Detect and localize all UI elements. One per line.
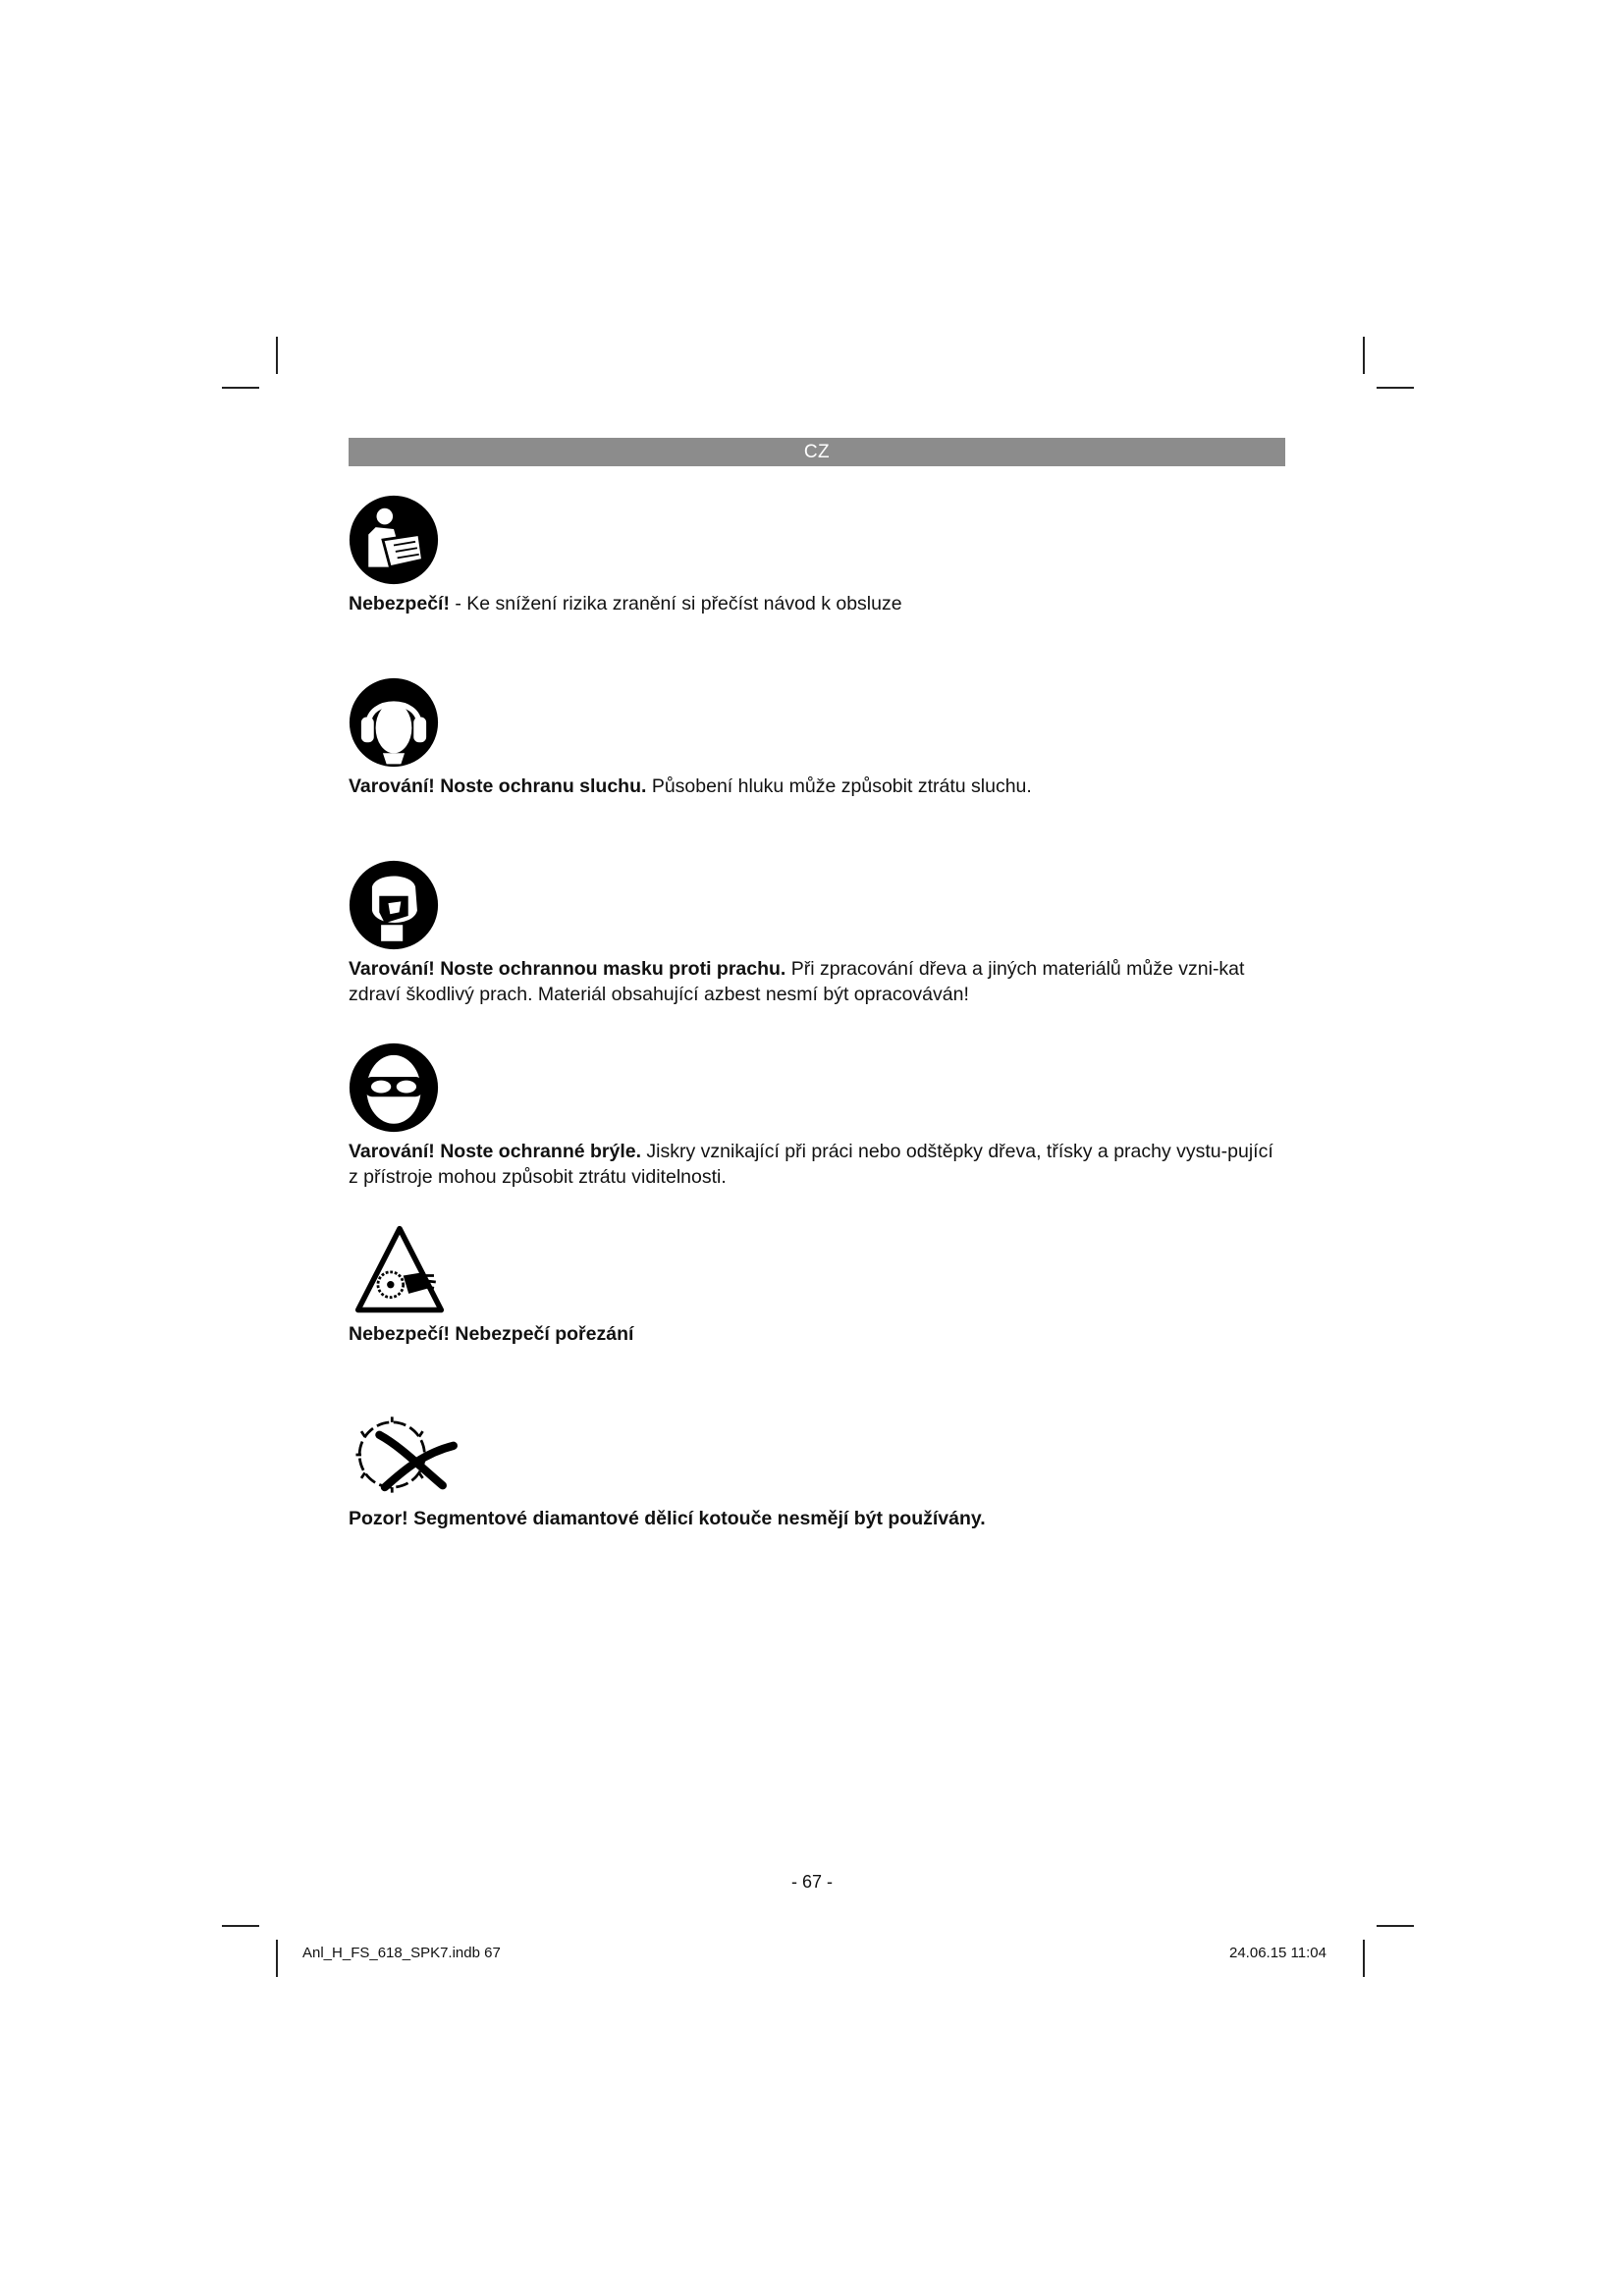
warning-cut-hazard bbox=[349, 1225, 1285, 1347]
warning-text: Nebezpečí! Nebezpečí pořezání bbox=[349, 1323, 634, 1345]
crop-mark bbox=[1363, 337, 1365, 374]
crop-mark bbox=[222, 387, 259, 389]
hearing-protection-icon bbox=[349, 677, 439, 768]
warning-text: Varování! Noste ochranu sluchu. Působení hluku může způsobit ztrátu sluchu. bbox=[349, 775, 1032, 797]
warning-read-manual bbox=[349, 495, 1285, 616]
crop-mark bbox=[1377, 1925, 1414, 1927]
warning-dust-mask bbox=[349, 860, 1285, 1007]
crop-mark bbox=[276, 337, 278, 374]
language-header-bar: CZ bbox=[349, 438, 1285, 466]
warning-hearing-protection bbox=[349, 677, 1285, 799]
dust-mask-icon bbox=[349, 860, 439, 950]
warning-no-segmented-blade bbox=[349, 1410, 1285, 1531]
cut-hazard-icon bbox=[349, 1225, 451, 1315]
read-manual-icon bbox=[349, 495, 439, 585]
crop-mark bbox=[1363, 1940, 1365, 1977]
safety-goggles-icon bbox=[349, 1042, 439, 1133]
no-segmented-blade-icon bbox=[349, 1410, 464, 1500]
crop-mark bbox=[1377, 387, 1414, 389]
warning-text: Nebezpečí! - Ke snížení rizika zranění si přečíst návod k obsluze bbox=[349, 593, 902, 614]
warning-text: Varování! Noste ochrannou masku proti prachu. Při zpracování dřeva a jiných materiálů může vzni-kat zdraví škodlivý prach. Materiál obsahující azbest nesmí být opracováván! bbox=[349, 958, 1245, 1005]
crop-mark bbox=[222, 1925, 259, 1927]
page-number: - 67 - bbox=[790, 1872, 833, 1892]
footer-file: Anl_H_FS_618_SPK7.indb 67 bbox=[302, 1945, 501, 1961]
crop-mark bbox=[276, 1940, 278, 1977]
warning-text: Varování! Noste ochranné brýle. Jiskry vznikající při práci nebo odštěpky dřeva, třísky a prachy vystu-pující z přístroje mohou způsobit ztrátu viditelnosti. bbox=[349, 1141, 1273, 1188]
warning-safety-goggles bbox=[349, 1042, 1285, 1190]
warning-text: Pozor! Segmentové diamantové dělicí kotouče nesmějí být používány. bbox=[349, 1508, 986, 1529]
footer-timestamp: 24.06.15 11:04 bbox=[1229, 1945, 1326, 1961]
